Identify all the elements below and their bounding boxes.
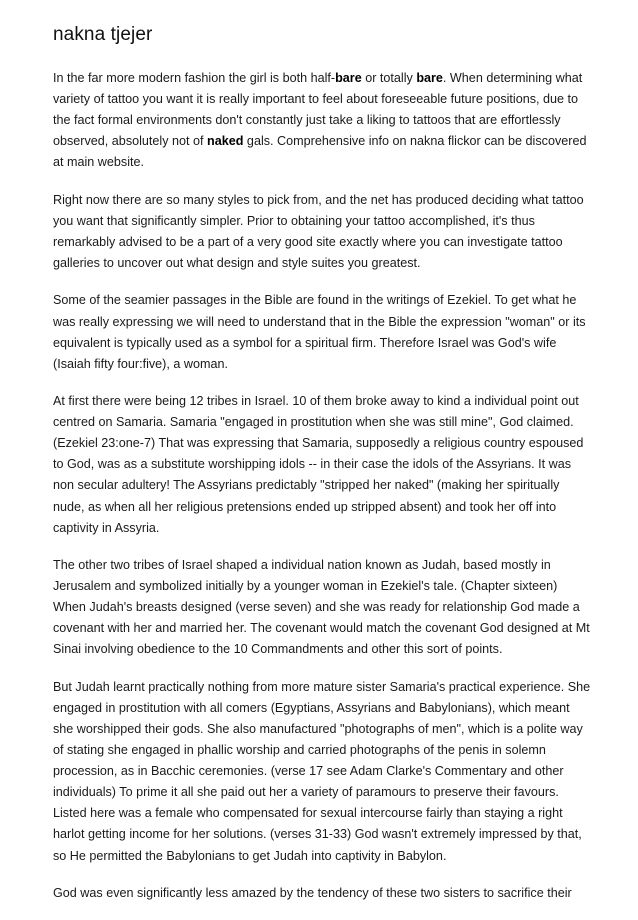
article-body bbox=[53, 68, 593, 920]
paragraph-5: The other two tribes of Israel shaped a individual nation known as Judah, based mostly in Jerusalem and symbolized initially by a younger woman in Ezekiel's tale. (Chapter sixteen) When Judah's breasts designed (verse seven) and she was ready for relationship God made a covenant with her and married her. The covenant would match the covenant God designed at Mt Sinai involving obedience to the 10 Commandments and other this sort of points. bbox=[53, 558, 590, 657]
paragraph-2: Right now there are so many styles to pick from, and the net has produced deciding what tattoo you want that significantly simpler. Prior to obtaining your tattoo accomplished, it's thus remarkably advised to be a part of a very good site exactly where you can investigate tattoo galleries to uncover out what design and style suites you greatest. bbox=[53, 192, 584, 271]
paragraph-1-text-a: In the far more modern fashion the girl is both half- bbox=[53, 71, 336, 85]
bold-term-naked: naked bbox=[207, 134, 244, 149]
paragraph-1-text-e: gals. Comprehensive info on nakna flickor can be discovered at main website. bbox=[53, 134, 587, 170]
bold-term-bare-2: bare bbox=[416, 71, 443, 85]
paragraph-1 bbox=[53, 68, 593, 173]
paragraph-3: Some of the seamier passages in the Bible are found in the writings of Ezekiel. To get what he was really expressing we will need to understand that in the Bible the expression "woman" or its equivalent is typically used as a symbol for a spiritual firm. Therefore Israel was God's wife (Isaiah fifty four:five), a woman. bbox=[53, 293, 586, 371]
paragraph-7: God was even significantly less amazed by the tendency of these two sisters to sacrifice their bbox=[53, 885, 572, 900]
paragraph-6: But Judah learnt practically nothing from more mature sister Samaria's practical experience. She engaged in prostitution with all comers (Egyptians, Assyrians and Babylonians), which meant she worshipped their gods. She also manufactured "photographs of men", which is a polite way of stating she engaged in phallic worship and carried photographs of the penis in solemn procession, as in Bacchic ceremonies. (verse 17 see Adam Clarke's Commentary and other individuals) To prime it all she paid out her a variety of paramours to preserve their favours. Listed here was a female who compensated for sexual intercourse fairly than staying a right harlot getting income for her solutions. (verses 31-33) God wasn't extremely impressed by that, so He permitted the Babylonians to get Judah into captivity in Babylon. bbox=[53, 679, 591, 863]
paragraph-1-text-d: . When determining what variety of tattoo you want it is really important to feel about foreseeable future positions, due to the fact formal environments don't constantly just take a liking to tattoos that are effortlessly observed, absolutely not of bbox=[53, 71, 583, 149]
page-title: nakna tjejer bbox=[53, 24, 153, 45]
paragraph-1-text-c: or totally bbox=[361, 71, 417, 85]
bold-term-bare-1: bare bbox=[335, 71, 362, 85]
paragraph-4: At first there were being 12 tribes in Israel. 10 of them broke away to kind a individual point out centred on Samaria. Samaria "engaged in prostitution when she was still mine", God claimed. (Ezekiel 23:one-7) That was expressing that Samaria, supposedly a religious country espoused to God, was as a substitute worshipping idols -- in their case the idols of the Assyrians. It was non secular adultery! The Assyrians predictably "stripped her naked" (making her spiritually nude, as when all her religious pretensions ended up stripped absent) and took her off into captivity in Assyria. bbox=[53, 394, 584, 535]
